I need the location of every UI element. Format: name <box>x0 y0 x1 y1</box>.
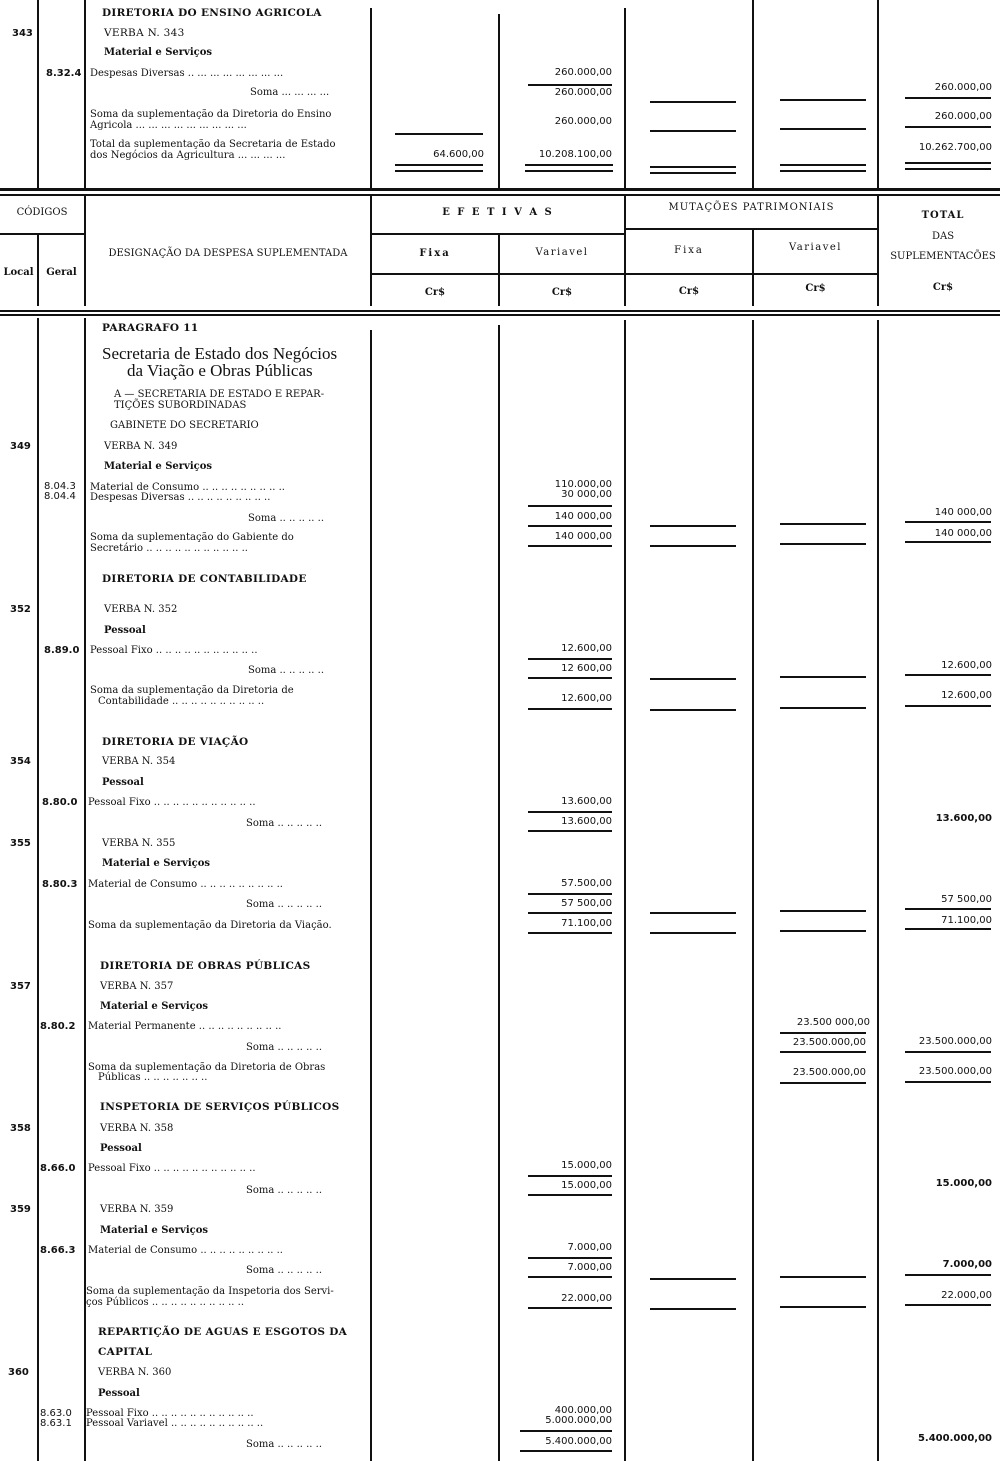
rule-359-c2 <box>780 1306 866 1308</box>
contab-supl-1: Soma da suplementação da Diretoria de <box>90 685 294 696</box>
verba-354: VERBA N. 354 <box>102 756 176 767</box>
line-fixo-360: Pessoal Fixo .. .. .. .. .. .. .. .. .. .. .. <box>86 1408 254 1419</box>
heading-contabilidade: DIRETORIA DE CONTABILIDADE <box>102 573 307 585</box>
heading-viacao: DIRETORIA DE VIAÇÃO <box>102 736 249 748</box>
gab-supl-2: Secretário .. .. .. .. .. .. .. .. .. .. .. <box>90 543 248 554</box>
heading-obras: DIRETORIA DE OBRAS PÚBLICAS <box>100 960 311 972</box>
line-consumo-355: Material de Consumo .. .. .. .. .. .. .. .. .. <box>88 879 283 890</box>
top-tot-total: 10.262.700,00 <box>918 142 992 153</box>
verba-352: VERBA N. 352 <box>104 604 178 615</box>
rule-top-d0b <box>395 170 483 172</box>
rule-352-c1 <box>650 709 736 711</box>
soma-357: 23.500.000,00 <box>792 1037 866 1048</box>
soma-349: 140 000,00 <box>554 511 612 522</box>
val-fixo-354: 13.600,00 <box>561 796 612 807</box>
code-8800: 8.80.0 <box>42 797 78 808</box>
rule-top-var <box>624 8 626 190</box>
soma-357-label: Soma .. .. .. .. .. <box>246 1042 322 1053</box>
contab-supl: 12.600,00 <box>561 693 612 704</box>
val-var-360: 5.000.000,00 <box>545 1415 612 1426</box>
obras-supl-1: Soma da suplementação da Diretoria de Obras <box>88 1062 326 1073</box>
soma-354-label: Soma .. .. .. .. .. <box>246 818 322 829</box>
contab-supl-total: 12.600,00 <box>941 690 992 701</box>
viacao-supl-v: 71.100,00 <box>561 918 612 929</box>
soma-354-total: 13.600,00 <box>935 813 992 824</box>
rule-354-b <box>528 830 612 832</box>
verba-349: VERBA N. 349 <box>104 441 178 452</box>
hdr-rule-e <box>752 230 754 306</box>
val-fixo-352: 12.600,00 <box>561 643 612 654</box>
rule-352-b2 <box>780 676 866 678</box>
rule-top-mvar <box>877 0 879 190</box>
code-352: 352 <box>10 604 31 615</box>
top-soma-label: Soma ... ... ... ... <box>250 87 330 98</box>
heading-inspetoria: INSPETORIA DE SERVIÇOS PÚBLICOS <box>100 1101 340 1113</box>
val-diversas-349: 30 000,00 <box>561 489 612 500</box>
soma-352-total: 12.600,00 <box>941 660 992 671</box>
verba-358: VERBA N. 358 <box>100 1123 174 1134</box>
rule-top-d2 <box>650 166 736 168</box>
hdr-variavel1: Variavel <box>535 247 589 258</box>
code-8803: 8.80.3 <box>42 879 78 890</box>
soma-355-total: 57 500,00 <box>941 894 992 905</box>
cat-354: Pessoal <box>102 777 144 788</box>
rule-349-a <box>528 505 612 507</box>
top-line-label: Despesas Diversas .. ... ... ... ... ... ... ... <box>90 68 284 79</box>
hdr-rule-h3 <box>626 228 877 230</box>
rule-354-a <box>528 811 612 813</box>
rule-top-a <box>528 84 612 86</box>
line-consumo-359: Material de Consumo .. .. .. .. .. .. .. .. .. <box>88 1245 283 1256</box>
rule-359-a <box>528 1257 612 1259</box>
rule-349-c0 <box>528 545 612 547</box>
val-consumo-349: 110.000,00 <box>554 479 612 490</box>
hdr-fixa1: Fixa <box>419 248 451 259</box>
secretaria-title-1: Secretaria de Estado dos Negócios <box>102 344 338 363</box>
val-fixo-360: 400.000,00 <box>554 1405 612 1416</box>
line-fixo-354: Pessoal Fixo .. .. .. .. .. .. .. .. .. .. .. <box>88 797 256 808</box>
verba-360: VERBA N. 360 <box>98 1367 172 1378</box>
rule-top-desig <box>370 8 372 190</box>
viacao-supl-total: 71.100,00 <box>941 915 992 926</box>
hdr-variavel2: Variavel <box>789 242 842 253</box>
rule-352-c0 <box>528 708 612 710</box>
line-var-360: Pessoal Variavel .. .. .. .. .. .. .. .. .. .. <box>86 1418 264 1429</box>
sub-a-1: A — SECRETARIA DE ESTADO E REPAR- <box>114 389 325 400</box>
rule-359-b2 <box>780 1276 866 1278</box>
rule-352-b3 <box>905 674 991 676</box>
rule-357-b3 <box>905 1051 991 1053</box>
body-rule-mfixa <box>752 320 754 1461</box>
soma-360: 5.400.000,00 <box>545 1436 612 1447</box>
rule-top-c2 <box>780 128 866 130</box>
soma-357-total: 23.500.000,00 <box>918 1036 992 1047</box>
cat-360: Pessoal <box>98 1388 140 1399</box>
code-8631: 8.63.1 <box>40 1418 72 1429</box>
soma-360-total: 5.400.000,00 <box>917 1433 992 1444</box>
code-357: 357 <box>10 981 31 992</box>
rule-355-a <box>528 893 612 895</box>
rule-top-d1b <box>525 170 613 172</box>
rule-top-c1 <box>650 130 736 132</box>
cat-359: Material e Serviços <box>100 1225 209 1236</box>
obras-supl-total: 23.500.000,00 <box>918 1066 992 1077</box>
hdr-cur2: Cr$ <box>551 287 573 298</box>
line-perm: Material Permanente .. .. .. .. .. .. .. .. .. <box>88 1021 282 1032</box>
top-tot-label2: dos Negócios da Agricultura ... ... ... ... <box>90 150 286 161</box>
rule-top-b1 <box>650 101 736 103</box>
code-8890: 8.89.0 <box>44 645 80 656</box>
rule-360-b <box>520 1450 612 1452</box>
rule-349-c2 <box>780 543 866 545</box>
hdr-bottom-rule2 <box>0 314 1000 316</box>
rule-355-c2 <box>780 930 866 932</box>
rule-top-fixa <box>498 14 500 190</box>
val-perm: 23.500 000,00 <box>796 1017 870 1028</box>
rule-top-d0 <box>395 164 483 166</box>
top-tot-variavel: 10.208.100,00 <box>538 149 612 160</box>
top-heading: DIRETORIA DO ENSINO AGRICOLA <box>102 7 322 19</box>
top-soma-total: 260.000,00 <box>934 82 992 93</box>
top-supl-total: 260.000,00 <box>934 111 992 122</box>
body-rule-local <box>37 318 39 1461</box>
rule-top-d1 <box>525 164 613 166</box>
code-8044: 8.04.4 <box>44 491 76 502</box>
insp-supl-2: ços Públicos .. .. .. .. .. .. .. .. .. .. <box>86 1297 245 1308</box>
rule-359-b3 <box>905 1274 991 1276</box>
line-fixo-358: Pessoal Fixo .. .. .. .. .. .. .. .. .. .. .. <box>88 1163 256 1174</box>
hdr-total3: SUPLEMENTACÕES <box>890 251 996 262</box>
soma-349-total: 140 000,00 <box>934 507 992 518</box>
code-358: 358 <box>10 1123 31 1134</box>
rule-top-c0 <box>395 133 483 135</box>
soma-358-label: Soma .. .. .. .. .. <box>246 1185 322 1196</box>
soma-352: 12 600,00 <box>561 663 612 674</box>
rule-top-d2b <box>650 172 736 174</box>
top-verba: VERBA N. 343 <box>104 27 185 39</box>
rule-352-a <box>528 658 612 660</box>
heading-aguas-1: REPARTIÇÃO DE AGUAS E ESGOTOS DA <box>98 1326 348 1338</box>
obras-supl-2: Públicas .. .. .. .. .. .. .. <box>98 1072 208 1083</box>
hdr-total1: TOTAL <box>921 210 965 221</box>
top-line-value: 260.000,00 <box>554 67 612 78</box>
soma-359-total: 7.000,00 <box>942 1259 992 1270</box>
val-fixo-358: 15.000,00 <box>561 1160 612 1171</box>
line-diversas-349: Despesas Diversas .. .. .. .. .. .. .. .. .. <box>90 492 271 503</box>
rule-359-b1 <box>650 1278 736 1280</box>
rule-top-d3b <box>780 170 866 172</box>
code-355: 355 <box>10 838 31 849</box>
rule-349-b3 <box>905 521 991 523</box>
sub-a-2: TIÇÕES SUBORDINADAS <box>114 400 247 411</box>
hdr-cur4: Cr$ <box>805 283 826 294</box>
line-consumo-349: Material de Consumo .. .. .. .. .. .. .. .. .. <box>90 482 285 493</box>
paragrafo: PARAGRAFO 11 <box>102 322 199 334</box>
secretaria-title-2: da Viação e Obras Públicas <box>127 361 313 380</box>
rule-359-c0 <box>528 1307 612 1309</box>
soma-354: 13.600,00 <box>561 816 612 827</box>
cat-352: Pessoal <box>104 625 146 636</box>
rule-355-b0 <box>528 912 612 914</box>
rule-top-d3 <box>780 164 866 166</box>
rule-357-a <box>780 1032 866 1034</box>
body-rule-desig <box>370 330 372 1461</box>
top-tot-fixa: 64.600,00 <box>433 149 484 160</box>
rule-352-c3 <box>905 705 991 707</box>
code-8663: 8.66.3 <box>40 1245 76 1256</box>
rule-357-c3 <box>905 1081 991 1083</box>
hdr-geral: Geral <box>46 267 77 278</box>
code-8660: 8.66.0 <box>40 1163 76 1174</box>
insp-supl: 22.000,00 <box>561 1293 612 1304</box>
gab-supl-1: Soma da suplementação do Gabiente do <box>90 532 294 543</box>
soma-359: 7.000,00 <box>567 1262 612 1273</box>
top-line-code: 8.32.4 <box>46 68 82 79</box>
hdr-cur3: Cr$ <box>678 286 700 297</box>
hdr-efetivas: E F E T I V A S <box>442 207 554 218</box>
hdr-codigos: CÓDIGOS <box>16 207 68 218</box>
rule-355-c0 <box>528 932 612 934</box>
rule-top-d4b <box>905 168 991 170</box>
obras-supl: 23.500.000,00 <box>792 1067 866 1078</box>
rule-349-c1 <box>650 545 736 547</box>
code-8043: 8.04.3 <box>44 481 76 492</box>
rule-352-b0 <box>528 677 612 679</box>
rule-352-b1 <box>650 678 736 680</box>
code-359: 359 <box>10 1204 31 1215</box>
top-supl-label2: Agricola ... ... ... ... ... ... ... ... ... <box>90 120 247 131</box>
header-top-rule <box>0 188 1000 191</box>
header-top-rule2 <box>0 194 1000 196</box>
hdr-local: Local <box>3 267 34 278</box>
rule-349-b2 <box>780 523 866 525</box>
verba-359: VERBA N. 359 <box>100 1204 174 1215</box>
body-rule-mvar <box>877 320 879 1461</box>
hdr-designacao: DESIGNAÇÃO DA DESPESA SUPLEMENTADA <box>108 248 348 259</box>
heading-aguas-2: CAPITAL <box>98 1346 153 1358</box>
soma-355-label: Soma .. .. .. .. .. <box>246 899 322 910</box>
hdr-cur1: Cr$ <box>424 287 446 298</box>
gab-supl-total: 140 000,00 <box>934 528 992 539</box>
code-8802: 8.80.2 <box>40 1021 76 1032</box>
rule-359-c1 <box>650 1308 736 1310</box>
soma-359-label: Soma .. .. .. .. .. <box>246 1265 322 1276</box>
gabinete: GABINETE DO SECRETARIO <box>110 420 259 431</box>
rule-top-d4 <box>905 162 991 164</box>
rule-top-geral <box>84 0 86 190</box>
soma-358: 15.000,00 <box>561 1180 612 1191</box>
hdr-total2: DAS <box>931 231 955 242</box>
hdr-rule-h4 <box>372 273 877 275</box>
rule-top-b2 <box>780 99 866 101</box>
rule-358-a <box>528 1175 612 1177</box>
cat-349: Material e Serviços <box>104 461 213 472</box>
rule-355-b3 <box>905 908 991 910</box>
rule-359-c3 <box>905 1304 991 1306</box>
rule-349-b1 <box>650 525 736 527</box>
rule-top-b3 <box>905 97 991 99</box>
hdr-mutacoes: MUTAÇÕES PATRIMONIAIS <box>668 202 835 213</box>
rule-355-b1 <box>650 912 736 914</box>
soma-360-label: Soma .. .. .. .. .. <box>246 1439 322 1450</box>
soma-349-label: Soma .. .. .. .. .. <box>248 513 324 524</box>
verba-355: VERBA N. 355 <box>102 838 176 849</box>
insp-supl-1: Soma da suplementação da Inspetoria dos Servi- <box>86 1286 334 1297</box>
soma-355: 57 500,00 <box>561 898 612 909</box>
rule-349-a2 <box>528 525 612 527</box>
soma-358-total: 15.000,00 <box>935 1178 992 1189</box>
rule-355-b2 <box>780 910 866 912</box>
hdr-fixa2: Fixa <box>674 245 704 256</box>
hdr-rule-h2 <box>372 233 624 235</box>
code-8630: 8.63.0 <box>40 1408 72 1419</box>
cat-358: Pessoal <box>100 1143 142 1154</box>
top-supl-label1: Soma da suplementação da Diretoria do Ensino <box>90 109 332 120</box>
code-349: 349 <box>10 441 31 452</box>
cat-355: Material e Serviços <box>102 858 211 869</box>
rule-360-a <box>520 1430 612 1432</box>
soma-352-label: Soma .. .. .. .. .. <box>248 665 324 676</box>
rule-355-c3 <box>905 928 991 930</box>
contab-supl-2: Contabilidade .. .. .. .. .. .. .. .. .. .. <box>98 696 265 707</box>
top-soma-value: 260.000,00 <box>554 87 612 98</box>
top-supl-value: 260.000,00 <box>554 116 612 127</box>
hdr-bottom-rule <box>0 310 1000 312</box>
gab-supl: 140 000,00 <box>554 531 612 542</box>
rule-357-b2 <box>780 1051 866 1053</box>
top-tot-label1: Total da suplementação da Secretaria de Estado <box>90 139 336 150</box>
val-consumo-359: 7.000,00 <box>567 1242 612 1253</box>
code-360: 360 <box>8 1367 29 1378</box>
code-354: 354 <box>10 756 31 767</box>
insp-supl-total: 22.000,00 <box>941 1290 992 1301</box>
val-consumo-355: 57.500,00 <box>561 878 612 889</box>
viacao-supl: Soma da suplementação da Diretoria da Viação. <box>88 920 332 931</box>
hdr-rule-h1 <box>0 233 84 235</box>
verba-357: VERBA N. 357 <box>100 981 174 992</box>
top-code: 343 <box>12 28 33 39</box>
body-rule-var <box>624 320 626 1461</box>
rule-352-c2 <box>780 707 866 709</box>
top-category: Material e Serviços <box>104 47 213 58</box>
rule-349-c3 <box>905 541 991 543</box>
rule-top-mfixa <box>752 0 754 190</box>
rule-357-c2 <box>780 1082 866 1084</box>
rule-358-b <box>528 1194 612 1196</box>
rule-top-c3 <box>905 126 991 128</box>
hdr-cur5: Cr$ <box>932 282 954 293</box>
rule-355-c1 <box>650 932 736 934</box>
cat-357: Material e Serviços <box>100 1001 209 1012</box>
line-fixo-352: Pessoal Fixo .. .. .. .. .. .. .. .. .. .. .. <box>90 645 258 656</box>
rule-359-b0 <box>528 1276 612 1278</box>
rule-top-local <box>37 0 39 190</box>
